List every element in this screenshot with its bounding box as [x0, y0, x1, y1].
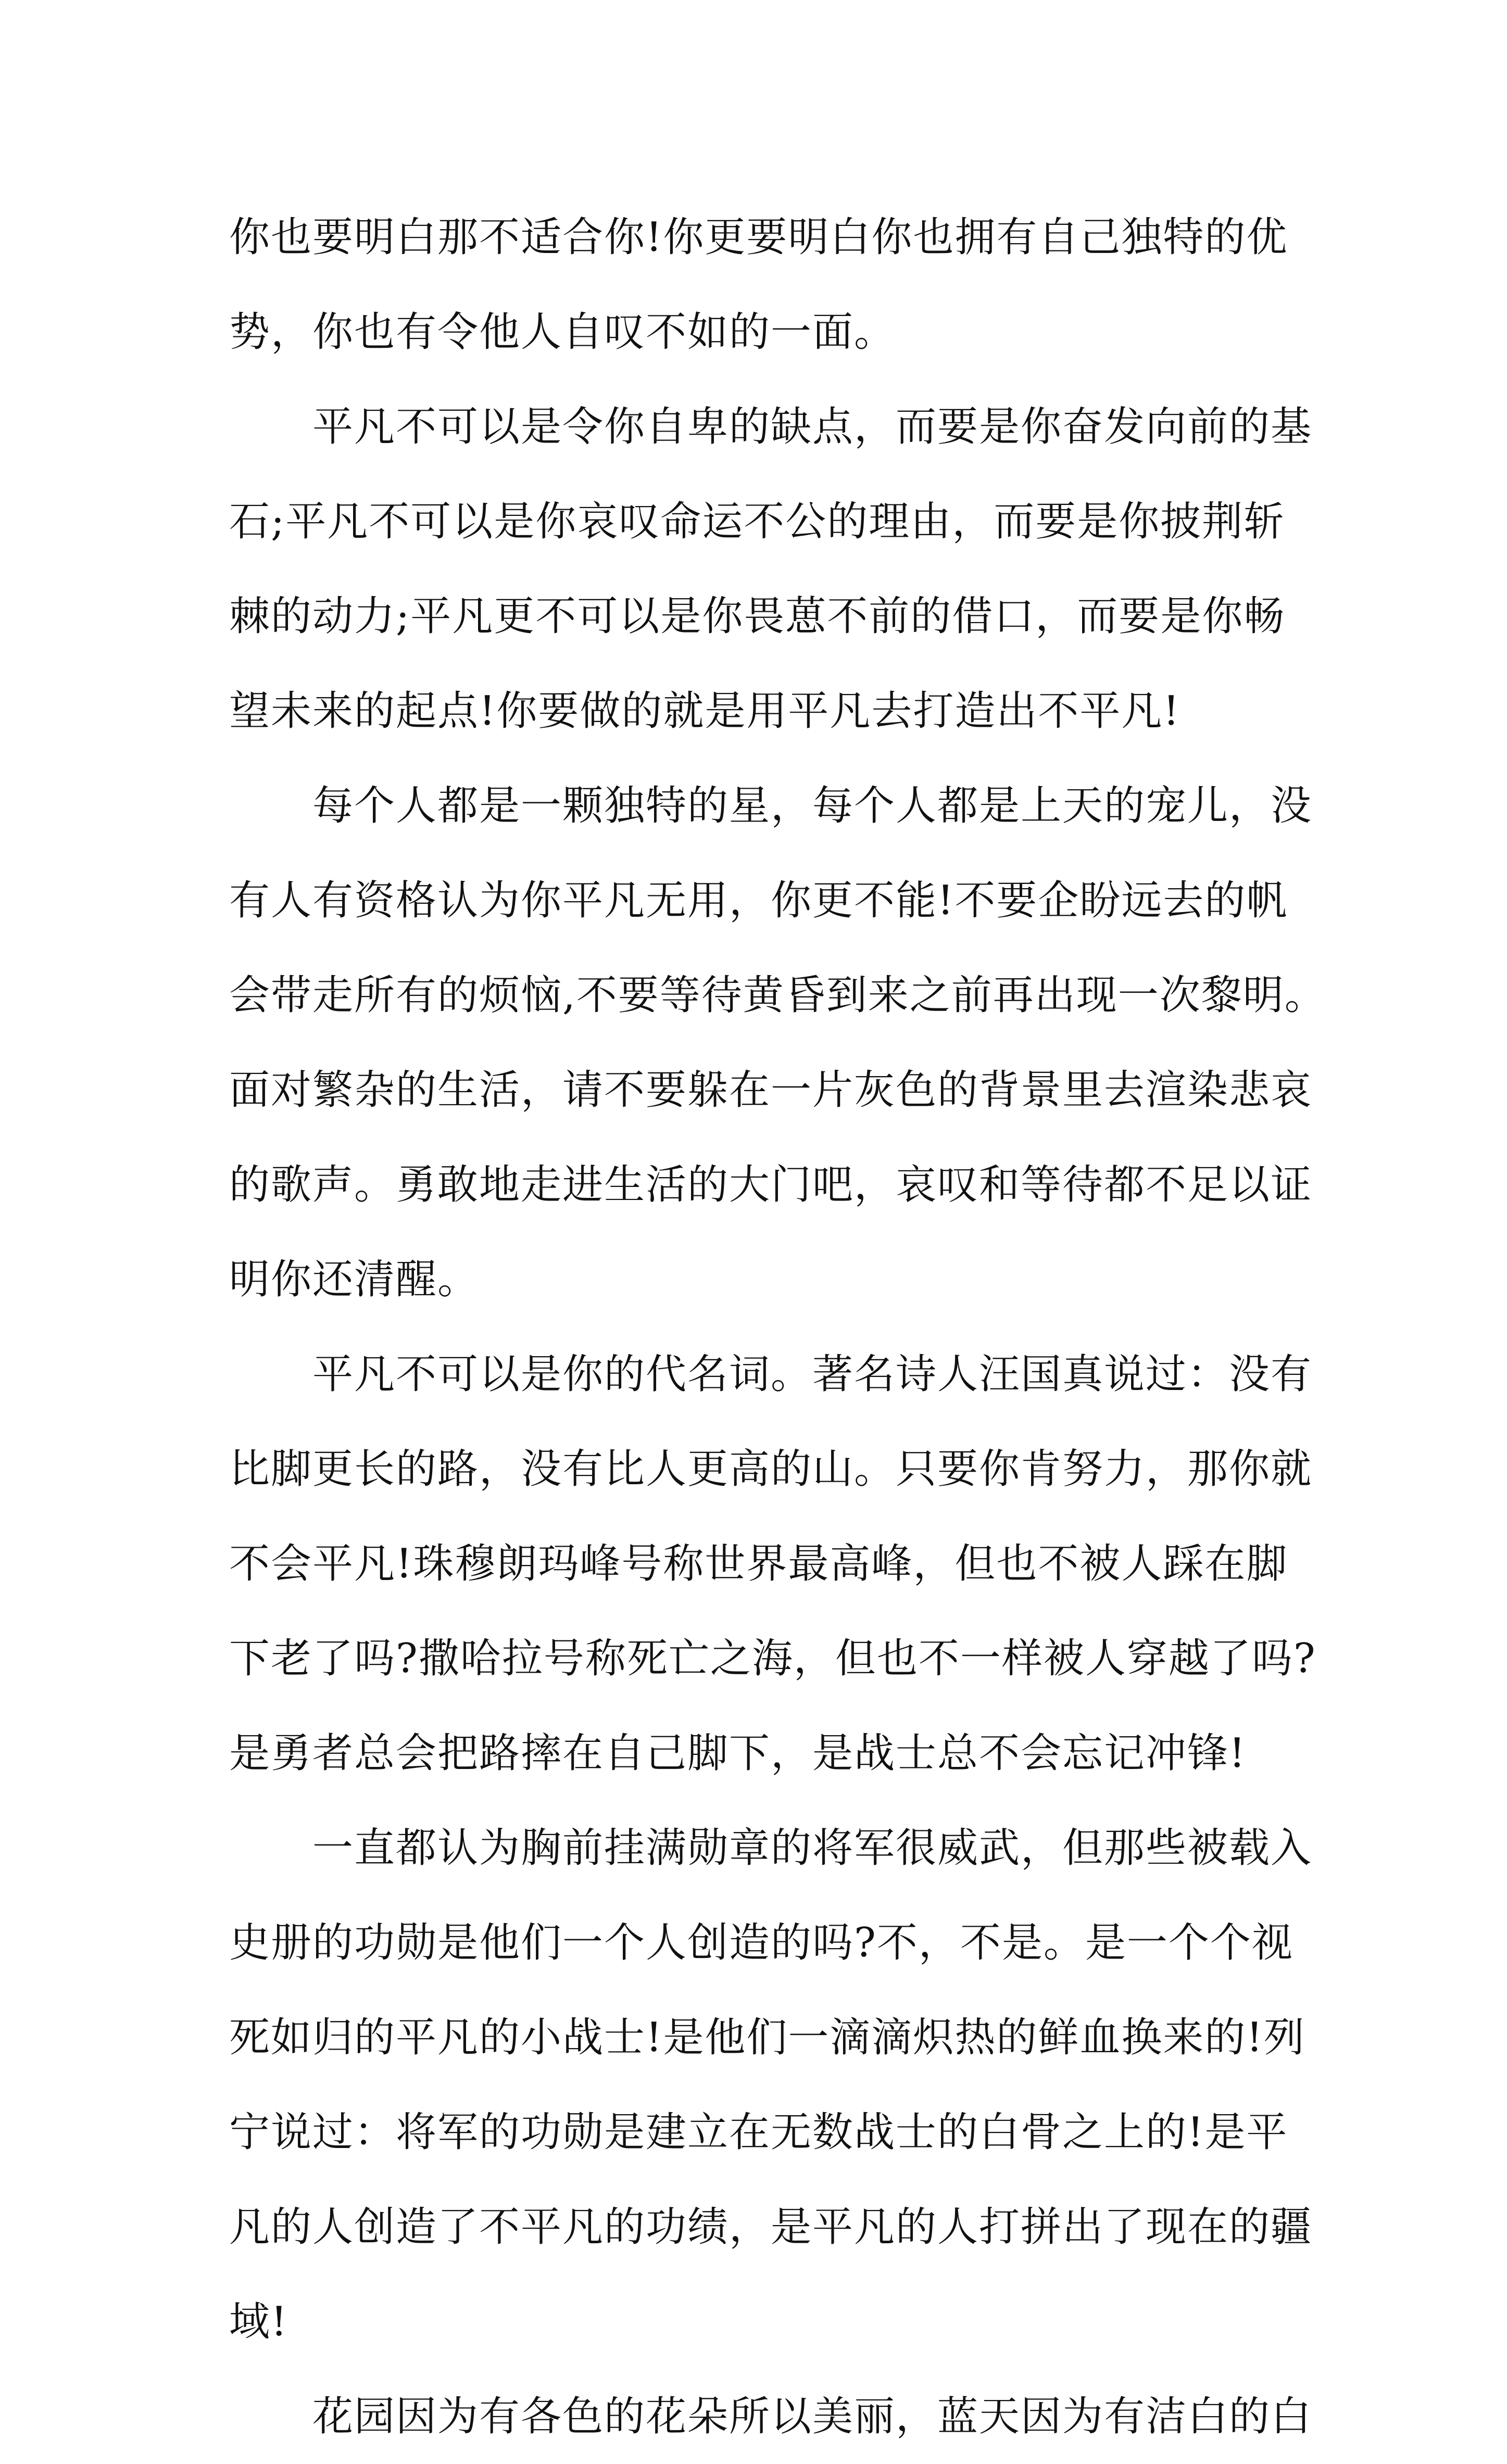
text-line: 的歌声。勇敢地走进生活的大门吧，哀叹和等待都不足以证 [229, 1161, 1313, 1208]
text-line: 下老了吗?撒哈拉号称死亡之海，但也不一样被人穿越了吗? [229, 1635, 1316, 1682]
text-line: 有人有资格认为你平凡无用，你更不能!不要企盼远去的帆 [229, 877, 1288, 924]
body-text [229, 190, 1326, 2464]
text-line: 明你还清醒。 [229, 1256, 480, 1303]
text-line: 花园因为有各色的花朵所以美丽，蓝天因为有洁白的白 [312, 2393, 1313, 2440]
text-line: 一直都认为胸前挂满勋章的将军很威武，但那些被载入 [312, 1825, 1313, 1872]
text-line: 不会平凡!珠穆朗玛峰号称世界最高峰，但也不被人踩在脚 [229, 1540, 1288, 1587]
text-line: 平凡不可以是令你自卑的缺点，而要是你奋发向前的基 [312, 403, 1313, 450]
text-line: 面对繁杂的生活，请不要躲在一片灰色的背景里去渲染悲哀 [229, 1067, 1313, 1114]
text-line: 宁说过：将军的功勋是建立在无数战士的白骨之上的!是平 [229, 2109, 1288, 2156]
text-line: 望未来的起点!你要做的就是用平凡去打造出不平凡! [229, 688, 1181, 735]
text-line: 死如归的平凡的小战士!是他们一滴滴炽热的鲜血换来的!列 [229, 2014, 1305, 2061]
text-line: 史册的功勋是他们一个人创造的吗?不，不是。是一个个视 [229, 1919, 1293, 1966]
text-line: 凡的人创造了不平凡的功绩，是平凡的人打拼出了现在的疆 [229, 2204, 1313, 2251]
text-line: 势，你也有令他人自叹不如的一面。 [229, 309, 896, 356]
text-line: 会带走所有的烦恼,不要等待黄昏到来之前再出现一次黎明。 [229, 972, 1326, 1019]
text-line: 平凡不可以是你的代名词。著名诗人汪国真说过：没有 [312, 1351, 1313, 1398]
text-line: 域! [229, 2298, 288, 2345]
text-line: 石;平凡不可以是你哀叹命运不公的理由，而要是你披荆斩 [229, 498, 1286, 545]
text-line: 棘的动力;平凡更不可以是你畏葸不前的借口，而要是你畅 [229, 593, 1286, 640]
text-line: 是勇者总会把路摔在自己脚下，是战士总不会忘记冲锋! [229, 1730, 1247, 1777]
text-line: 比脚更长的路，没有比人更高的山。只要你肯努力，那你就 [229, 1446, 1313, 1493]
text-line: 你也要明白那不适合你!你更要明白你也拥有自己独特的优 [229, 214, 1288, 261]
text-line: 每个人都是一颗独特的星，每个人都是上天的宠儿，没 [312, 782, 1313, 829]
